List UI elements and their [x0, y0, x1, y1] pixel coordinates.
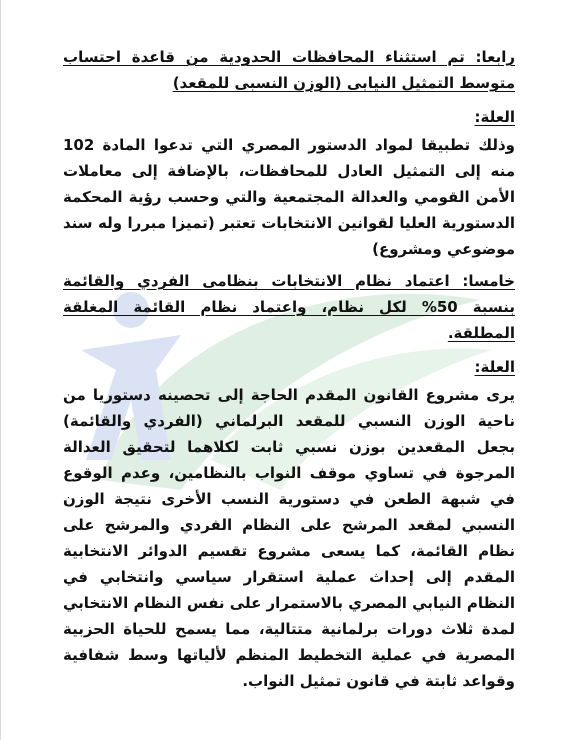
section-four	[63, 44, 515, 262]
section-five-reason-text: يرى مشروع القانون المقدم الحاجة إلى تحصينه دستوريا من ناحية الوزن النسبي للمقعد البرلماني (الفردي والقائمة) بجعل المقعدين بوزن نسبي ثابت لكلاهما لتحقيق العدالة المرجوة في تساوي موقف النواب بالنظامين، وعدم الوقوع في شبهة الطعن في دستورية النسب الأخرى نتيجة الوزن النسبي لمقعد المرشح على النظام الفردي والمرشح على نظام القائمة، كما يسعى مشروع تقسيم الدوائر الانتخابية المقدم إلى إحداث عملية استقرار سياسي وانتخابي في النظام النيابي المصري بالاستمرار على نفس النظام الانتخابي لمدة ثلاث دورات برلمانية متتالية، مما يسمح للحياة الحزبية المصرية في عملية التخطيط المنظم لألياتها وسط شفافية وقواعد ثابتة في قانون تمثيل النواب.	[63, 386, 515, 690]
section-four-reason-label: العلة:	[474, 108, 515, 126]
section-five-reason-label: العلة:	[474, 358, 515, 376]
section-five	[63, 268, 515, 694]
section-five-heading: خامسا: اعتماد نظام الانتخابات بنظامى الفردي والقائمة بنسبة 50% لكل نظام، واعتماد نظام القائمة المغلقة المطلقة.	[63, 272, 515, 342]
section-four-reason-text: وذلك تطبيقا لمواد الدستور المصري التي تدعوا المادة 102 منه إلى التمثيل العادل للمحافظات، بالإضافة إلى معاملات الأمن القومي والعدالة المجتمعية والتي وحسب رؤية المحكمة الدستورية العليا لقوانين الانتخابات تعتبر (تميزا مبررا وله سند موضوعي ومشروع)	[63, 136, 515, 258]
section-four-heading: رابعا: تم استثناء المحافظات الحدودية من قاعدة احتساب متوسط التمثيل النيابى (الوزن النسبى للمقعد)	[63, 48, 515, 92]
document-body	[63, 44, 515, 700]
